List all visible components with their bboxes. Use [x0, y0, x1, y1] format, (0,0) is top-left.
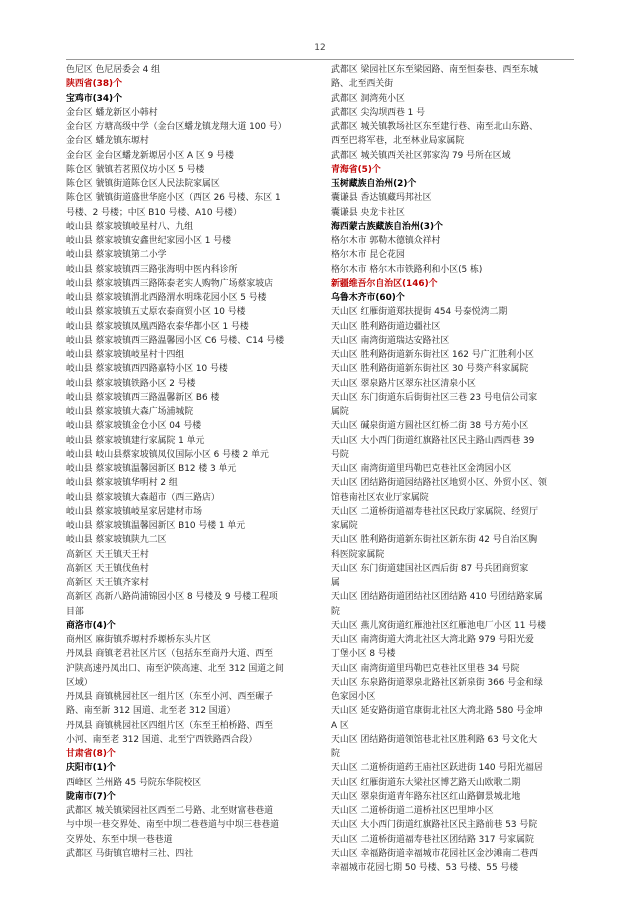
location-entry: 商州区 麻街镇乔塬村乔塬桥东头片区: [66, 635, 211, 645]
location-entry: 院: [331, 606, 340, 617]
location-entry: 武都区 城关镇梁园社区西至二号路、北至财富巷巷道: [66, 806, 273, 816]
location-entry: 岐山县 蔡家坡镇西三路温馨园小区 C6 号楼、C14 号楼: [66, 335, 285, 346]
location-entry: 号楼、2 号楼；中区 B10 号楼、A10 号楼）: [66, 207, 242, 218]
location-entry: 天山区 大小西门街道红旗路社区民主路前巷 53 号院: [331, 820, 538, 831]
province-heading: 青海省(5)个: [331, 164, 381, 175]
location-entry: 岐山县 蔡家坡镇岐星村八、九组: [66, 221, 194, 232]
location-entry: 小河、南至老 312 国道、北至宁西铁路西合段）: [66, 734, 258, 745]
location-entry: 馆巷南社区农业厅家属院: [331, 492, 429, 503]
location-entry: 岐山县 蔡家坡镇西三路陈泰老实人购物广场蔡家坡店: [66, 278, 273, 289]
location-entry: 天山区 东泉路街道翠泉北路社区新泉街 366 号金和绿: [331, 677, 543, 688]
location-entry: 天山区 翠泉街道青年路东社区红山路御景城北地: [331, 791, 521, 802]
location-entry: 幸福城市花园七期 50 号楼、53 号楼、55 号楼: [331, 863, 519, 873]
city-heading: 陇南市(7)个: [66, 791, 116, 802]
location-entry: 家属院: [331, 521, 358, 531]
province-heading: 陕西省(38)个: [66, 79, 122, 90]
location-entry: 天山区 燕儿窝街道红雁池社区红雁池电厂小区 11 号楼: [331, 620, 547, 631]
city-heading: 玉树藏族自治州(2)个: [331, 179, 417, 189]
location-entry: 天山区 胜利路街道新东街社区 162 号广汇胜利小区: [331, 350, 534, 360]
location-entry: 金台区 金台区蟠龙新塬居小区 A 区 9 号楼: [66, 150, 234, 161]
location-entry: 岐山县 蔡家坡镇西三路温馨新区 B6 楼: [66, 392, 220, 403]
location-entry: 天山区 二道桥街道药王庙社区跃进街 140 号阳光福居: [331, 763, 543, 774]
location-entry: 武都区 尖沟坝西巷 1 号: [331, 107, 425, 118]
city-heading: 海西蒙古族藏族自治州(3)个: [331, 221, 443, 232]
location-entry: 丹凤县 商镇老君社区片区（包括东至商丹大道、西至: [66, 649, 273, 660]
location-entry: 岐山县 蔡家坡镇华明村 2 组: [66, 478, 178, 489]
city-heading: 宝鸡市(34)个: [66, 93, 122, 104]
location-entry: 岐山县 蔡家坡镇凤凰西路农泰华都小区 1 号楼: [66, 321, 249, 332]
location-entry: 丁堡小区 8 号楼: [331, 649, 396, 660]
location-entry: 天山区 南湾街道里玛勒巴克巷社区金湾园小区: [331, 464, 512, 474]
location-entry: A 区: [331, 720, 349, 731]
location-entry: 属: [331, 578, 340, 588]
location-entry: 武都区 马街镇官塘村三社、四社: [66, 848, 194, 859]
province-heading: 新疆维吾尔自治区(146)个: [331, 278, 438, 289]
location-entry: 路、北至西关街: [331, 79, 394, 90]
location-entry: 丹凤县 商镇桃园社区四组片区（东至王柏桥路、西至: [66, 720, 273, 731]
location-entry: 高新区 高新八路尚浦锦园小区 8 号楼及 9 号楼工程项: [66, 592, 278, 603]
location-entry: 武都区 城关镇教场社区东至建行巷、南至北山东路、: [331, 122, 538, 132]
location-entry: 岐山县 蔡家坡镇岐星村十四组: [66, 350, 185, 360]
location-entry: 天山区 幸福路街道幸福城市花园社区金沙滩南二巷西: [331, 848, 538, 859]
location-entry: 格尔木市 昆仑花园: [331, 250, 405, 261]
location-entry: 天山区 红雁街道郑扶提街 454 号泰悦湾二期: [331, 307, 508, 318]
location-entry: 岐山县 蔡家坡镇渭北西路渭水明珠花园小区 5 号楼: [66, 293, 267, 303]
location-entry: 岐山县 蔡家坡镇西四路嘉特小区 10 号楼: [66, 364, 228, 375]
location-entry: 岐山县 蔡家坡镇大森超市（西三路店）: [66, 492, 220, 503]
location-entry: 格尔木市 郭勒木德镇众祥村: [331, 236, 441, 246]
location-entry: 区域）: [66, 677, 93, 688]
location-entry: 交界处、东至中坝一巷巷道: [66, 834, 173, 845]
city-heading: 商洛市(4)个: [66, 620, 116, 631]
location-entry: 岐山县 蔡家坡镇五丈原农泰商贸小区 10 号楼: [66, 307, 246, 318]
location-entry: 色家园小区: [331, 692, 376, 702]
location-entry: 金台区 方塘高级中学（金台区蟠龙镇龙翔大道 100 号）: [66, 122, 287, 132]
location-entry: 沪陕高速丹凤出口、南至沪陕高速、北至 312 国道之间: [66, 663, 284, 674]
location-entry: 院: [331, 749, 340, 759]
location-entry: 天山区 东门街道建国社区西后街 87 号兵团商贸家: [331, 563, 529, 574]
location-entry: 岐山县 岐山县蔡家坡镇凤仪国际小区 6 号楼 2 单元: [66, 449, 269, 460]
location-entry: 天山区 二道桥街道福寿巷社区团结路 317 号家属院: [331, 834, 534, 845]
location-entry: 与中坝一巷交界处、南至中坝二巷巷道与中坝三巷巷道: [66, 820, 279, 831]
location-entry: 天山区 胜利路街道新东街社区新东街 42 号自治区胸: [331, 535, 538, 546]
location-entry: 天山区 东门街道东后街街社区三巷 23 号电信公司家: [331, 392, 538, 403]
location-entry: 西至巴将军巷，北至林业局家属院: [331, 136, 465, 147]
location-entry: 金台区 蟠龙镇东塬村: [66, 136, 149, 147]
location-entry: 属院: [331, 407, 349, 417]
location-entry: 路、南至新 312 国道、北至老 312 国道）: [66, 706, 236, 717]
location-entry: 陈仓区 虢镇街道盛世华庭小区（西区 26 号楼、东区 1: [66, 193, 281, 204]
location-entry: 西峰区 兰州路 45 号院东华院校区: [66, 777, 202, 788]
location-entry: 目部: [66, 606, 84, 617]
location-entry: 岐山县 蔡家坡镇建行家属院 1 单元: [66, 435, 205, 446]
location-entry: 岐山县 蔡家坡镇大森广场浦城院: [66, 407, 194, 417]
location-entry: 高新区 天王镇伐鱼村: [66, 563, 149, 574]
location-entry: 天山区 胜利路街道新东街社区 30 号葵产科家属院: [331, 364, 529, 375]
location-entry: 囊谦县 央龙卡社区: [331, 207, 405, 218]
location-entry: 天山区 大小西门街道红旗路社区民主路山西西巷 39: [331, 435, 535, 446]
location-entry: 格尔木市 格尔木市铁路利和小区(5 栋): [331, 264, 483, 275]
location-entry: 高新区 天王镇齐家村: [66, 578, 149, 588]
location-entry: 武都区 城关镇西关社区郭家沟 79 号所在区域: [331, 150, 511, 161]
page-number: 12: [314, 43, 326, 53]
location-entry: 高新区 天王镇天王村: [66, 549, 149, 560]
location-entry: 天山区 团结路街道领馆巷北社区胜利路 63 号文化大: [331, 734, 538, 745]
left-column: [66, 63, 328, 861]
location-entry: 天山区 南湾街道瑞达安路社区: [331, 335, 450, 346]
location-entry: 天山区 延安路街道官康街北社区大湾北路 580 号金坤: [331, 706, 543, 717]
right-column: [331, 63, 575, 875]
location-entry: 岐山县 蔡家坡镇西三路张海明中医内科诊所: [66, 264, 238, 275]
location-entry: 岐山县 蔡家坡镇安鑫世纪家园小区 1 号楼: [66, 236, 231, 246]
city-heading: 庆阳市(1)个: [66, 763, 116, 774]
location-entry: 天山区 南湾街道大湾北社区大湾北路 979 号阳光爱: [331, 635, 534, 645]
location-entry: 天山区 南湾街道里玛勒巴克巷社区里巷 34 号院: [331, 663, 520, 674]
location-entry: 岐山县 蔡家坡镇温馨园新区 B12 楼 3 单元: [66, 464, 237, 474]
location-entry: 陈仓区 虢镇街道陈仓区人民法院家属区: [66, 179, 220, 189]
location-entry: 岐山县 蔡家坡镇第二小学: [66, 250, 167, 261]
location-entry: 天山区 团结路街道园结路社区地贸小区、外贸小区、领: [331, 478, 547, 489]
location-entry: 天山区 红雁街道东大梁社区博艺路天山欧歌二期: [331, 777, 521, 788]
location-entry: 天山区 胜利路街道边疆社区: [331, 321, 441, 332]
header-rule: [66, 59, 574, 60]
location-entry: 武都区 梁园社区东至梁园路、南至恒泰巷、西至东城: [331, 65, 538, 75]
location-entry: 号院: [331, 449, 349, 460]
location-entry: 天山区 翠泉路片区翠东社区清泉小区: [331, 378, 476, 389]
location-entry: 岐山县 蔡家坡镇铁路小区 2 号楼: [66, 378, 196, 389]
location-entry: 武都区 洞湾苑小区: [331, 93, 405, 104]
location-entry: 岐山县 蔡家坡镇陕九二区: [66, 535, 167, 546]
location-entry: 金台区 蟠龙新区小韩村: [66, 107, 158, 118]
location-entry: 岐山县 蔡家坡镇岐星家居建材市场: [66, 506, 202, 517]
province-heading: 甘肃省(8)个: [66, 749, 116, 759]
location-entry: 色尼区 色尼居委会 4 组: [66, 65, 160, 75]
location-entry: 科医院家属院: [331, 549, 385, 560]
city-heading: 乌鲁木齐市(60)个: [331, 293, 405, 303]
location-entry: 囊谦县 香达镇藏玛邦社区: [331, 193, 432, 204]
location-entry: 陈仓区 虢镇若茗照仪坊小区 5 号楼: [66, 164, 205, 175]
location-entry: 天山区 碱泉街道方圆社区红桥二街 38 号方苑小区: [331, 421, 529, 432]
location-entry: 天山区 二道桥街道二道桥社区巴里坤小区: [331, 806, 494, 816]
location-entry: 岐山县 蔡家坡镇金仓小区 04 号楼: [66, 421, 202, 432]
location-entry: 天山区 团结路街道团结社区团结路 410 号团结路家属: [331, 592, 543, 603]
location-entry: 丹凤县 商镇桃园社区一组片区（东至小河、西至碾子: [66, 692, 273, 702]
location-entry: 天山区 二道桥街道福寿巷社区民政厅家属院、经贸厅: [331, 506, 538, 517]
location-entry: 岐山县 蔡家坡镇温馨园新区 B10 号楼 1 单元: [66, 521, 246, 531]
